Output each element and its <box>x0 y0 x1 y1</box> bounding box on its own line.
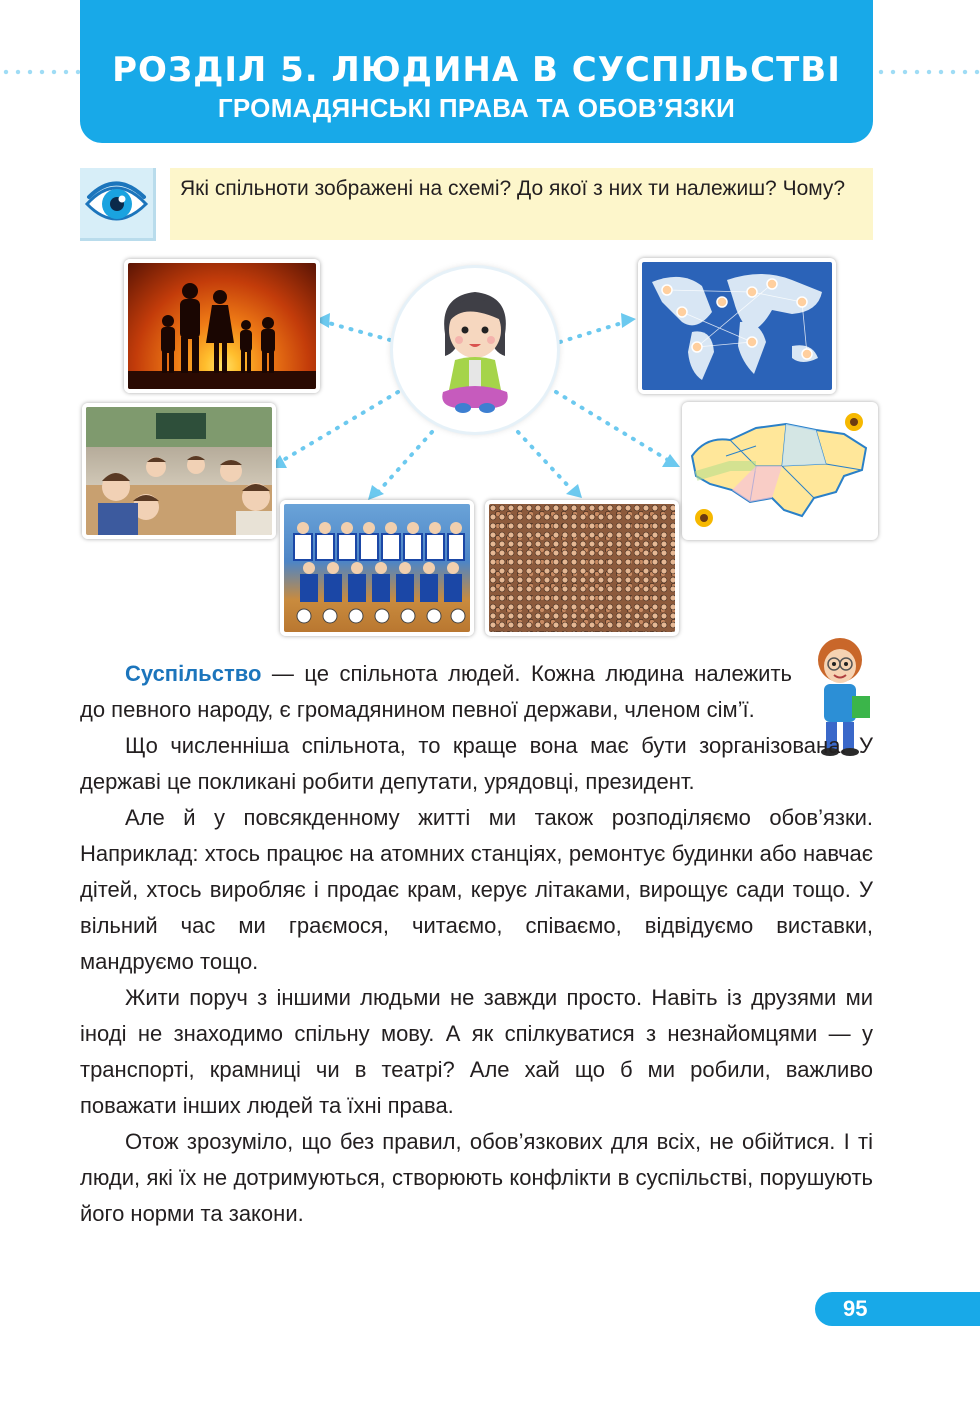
family-silhouette <box>128 263 316 389</box>
world-map-photo <box>638 258 836 394</box>
classroom-illustration <box>86 407 272 535</box>
family-photo <box>124 259 320 393</box>
paragraph-1-text: — це спільнота людей. Кожна людина належить до певного народу, є громадянином певної держави, членом сім’ї. <box>80 661 792 722</box>
football-team-photo <box>280 500 474 636</box>
paragraph-1 <box>80 656 792 728</box>
question-box: Які спільноти зображені на схемі? До якої з них ти належиш? Чому? <box>170 168 873 240</box>
chapter-subtitle: ГРОМАДЯНСЬКІ ПРАВА ТА ОБОВ’ЯЗКИ <box>217 93 736 123</box>
connector-map <box>556 392 668 460</box>
crowd-photo <box>485 500 679 636</box>
world-network-illustration <box>642 262 832 390</box>
center-girl-illustration <box>393 268 557 432</box>
body-text <box>80 656 873 1232</box>
connector-family <box>325 322 390 340</box>
term-society: Суспільство <box>125 661 262 686</box>
arrowhead-team <box>368 485 384 500</box>
paragraph-4: Жити поруч з іншими людьми не завжди просто. Навіть із друзями ми іноді не знаходимо спільну мову. А як спілкуватися з незнайомцями — у транспорті, крамниці чи в театрі? Але хай що б ми робили, важливо поважати інших людей та їхні права. <box>80 985 873 1118</box>
chapter-title: РОЗДІЛ 5. ЛЮДИНА В СУСПІЛЬСТВІ <box>112 50 841 90</box>
connector-team <box>378 432 432 492</box>
arrowhead-crowd <box>566 484 582 498</box>
paragraph-5: Отож зрозуміло, що без правил, обов’язкових для всіх, не обійтися. І ті люди, які їх не дотримуються, створюють конфлікти в суспільстві, порушують його норми та закони. <box>80 1129 873 1226</box>
football-team-illustration <box>284 504 470 632</box>
connector-crowd <box>518 432 572 490</box>
connector-world <box>560 322 625 342</box>
classroom-photo <box>82 403 276 539</box>
paragraph-3: Але й у повсякденному житті ми також розподіляємо обов’язки. Наприклад: хтось працює на атомних станціях, ремонтує будинки або навчає дітей, хтось виробляє і продає крам, керує літаками, вирощує сади тощо. У вільний час ми граємося, читаємо, співаємо, відвідуємо виставки, мандруємо тощо. <box>80 805 873 974</box>
girl-illustration <box>393 268 557 432</box>
paragraph-2: Що численніша спільнота, то краще вона має бути зорганізована. У державі це покликані робити депутати, урядовці, президент. <box>80 733 873 794</box>
arrowhead-world <box>621 313 636 328</box>
arrowhead-map <box>662 454 680 467</box>
page-number: 95 <box>815 1292 980 1326</box>
ukraine-map-illustration <box>686 406 874 536</box>
ukraine-map-photo <box>682 402 878 540</box>
connector-class <box>280 392 398 462</box>
